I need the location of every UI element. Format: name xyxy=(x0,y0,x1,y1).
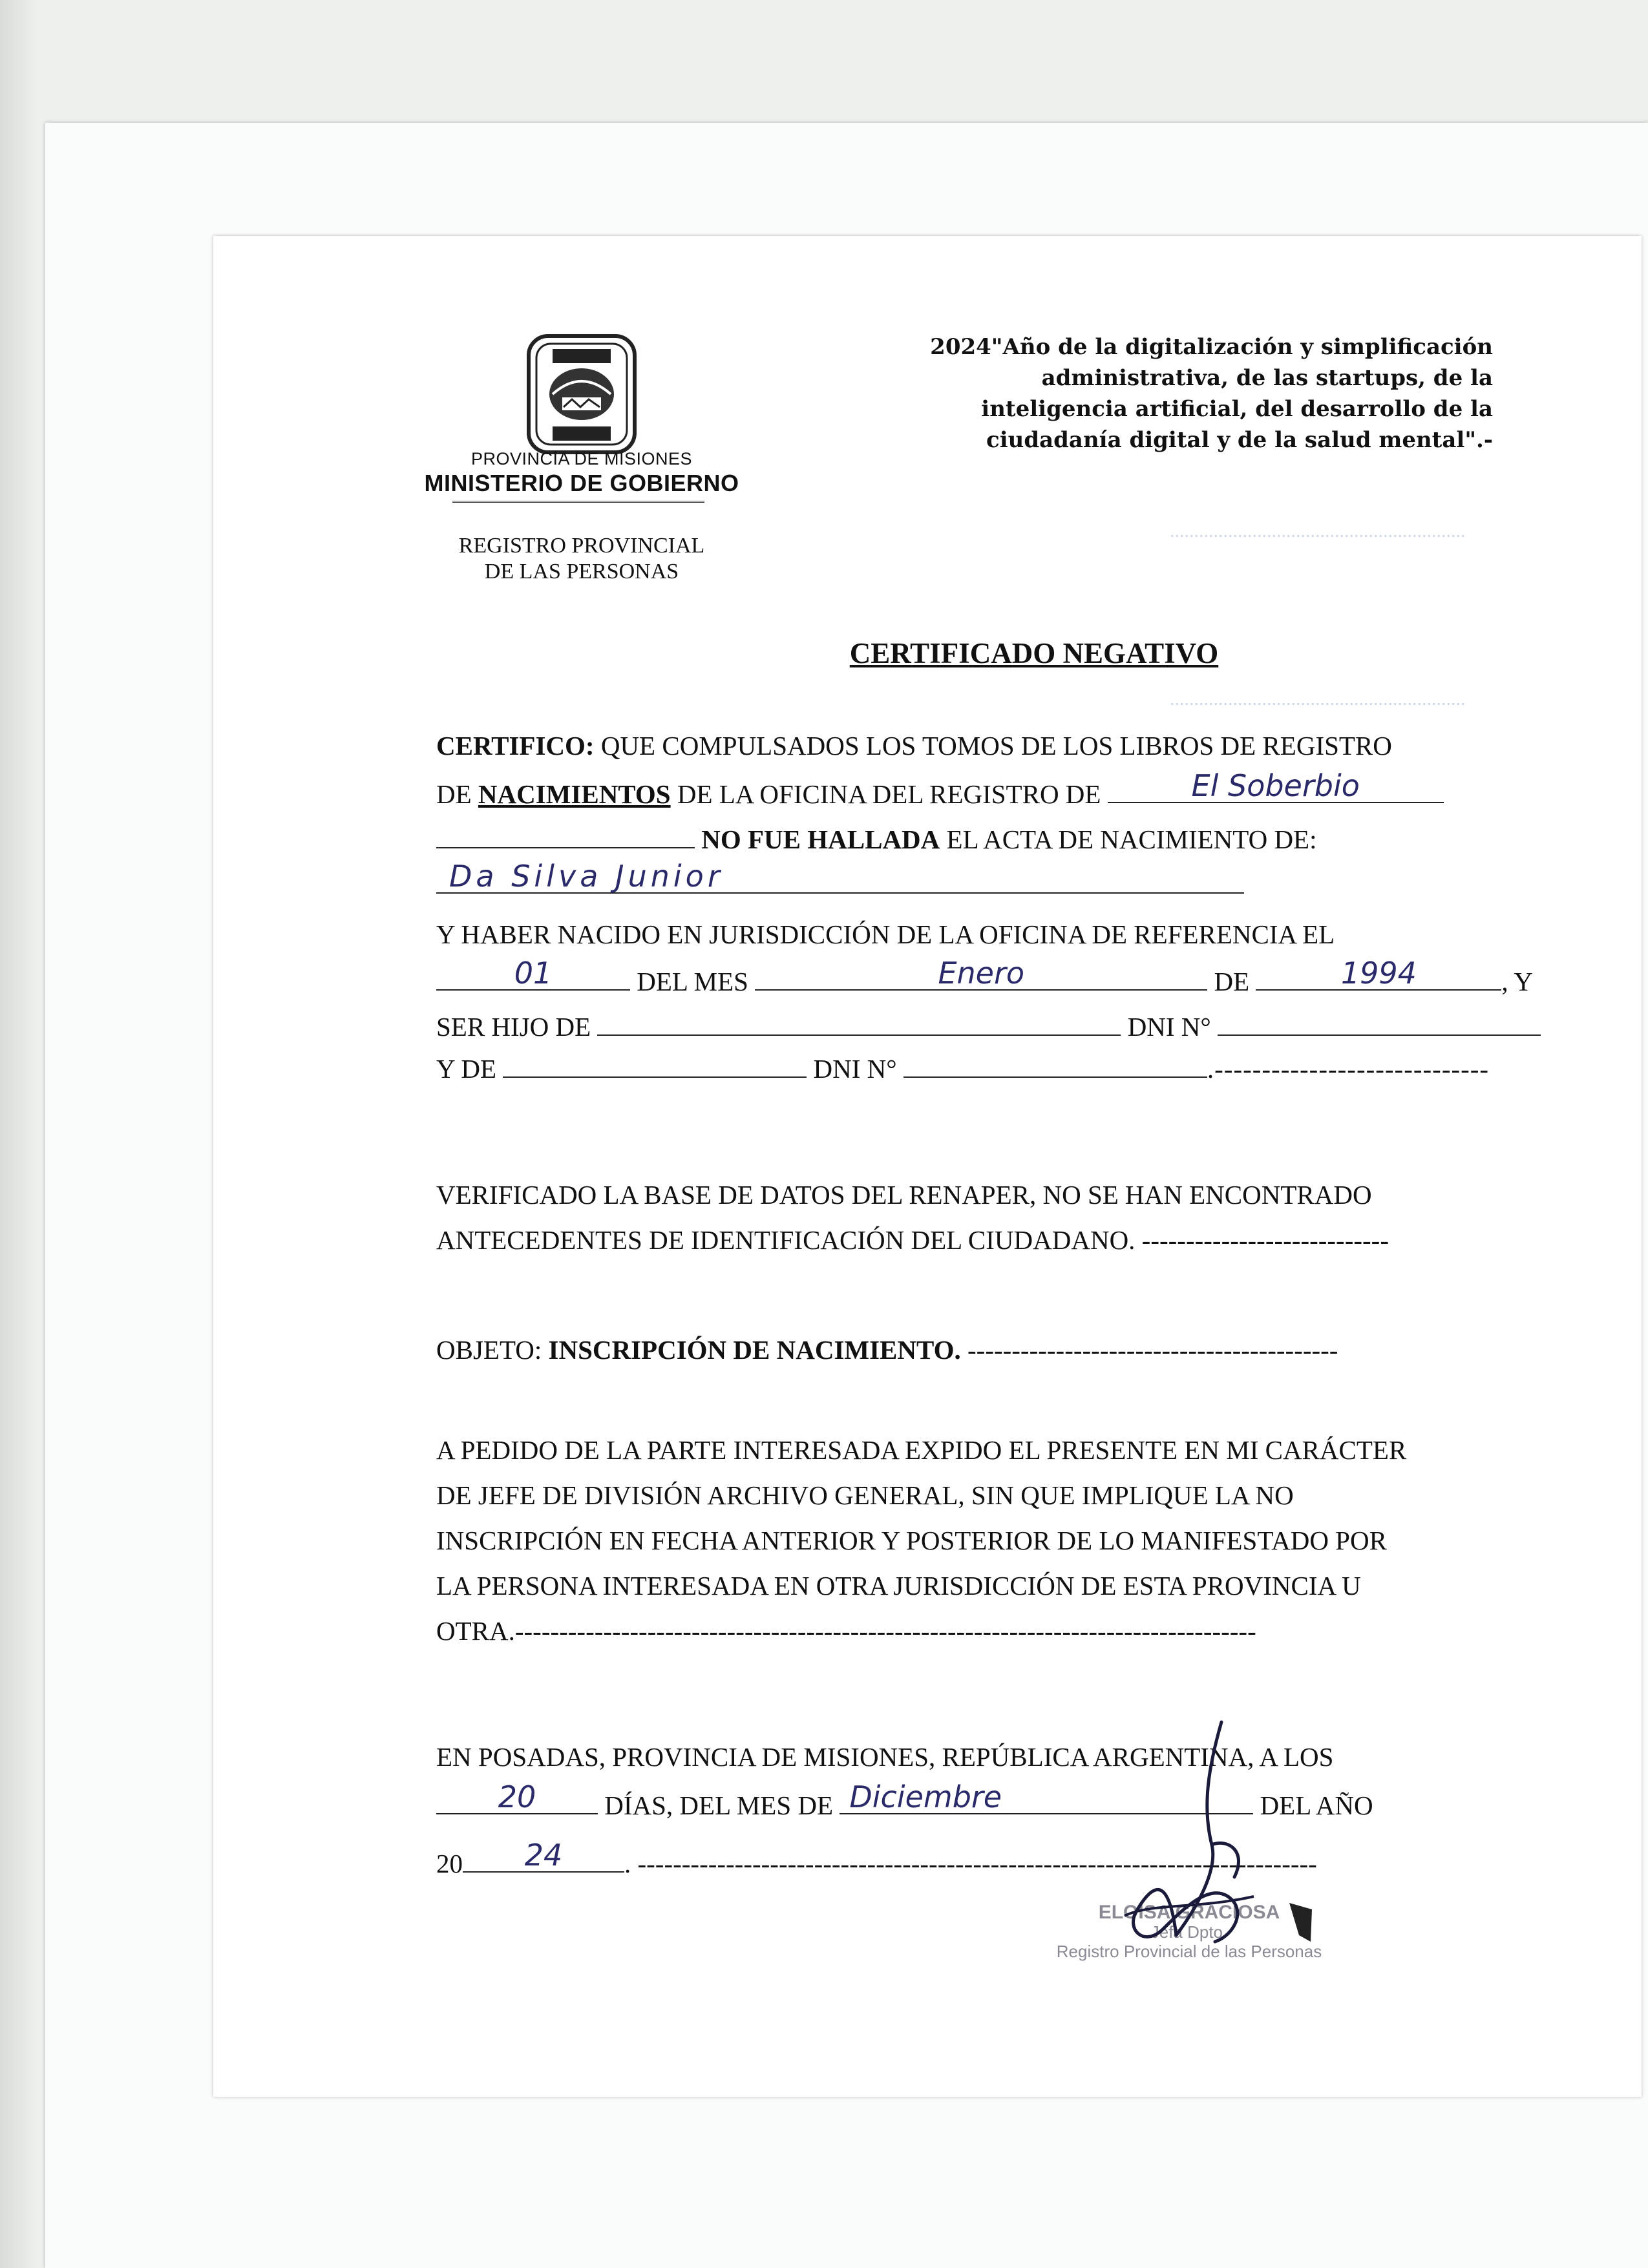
name-line xyxy=(436,859,1244,900)
posadas-line-1: EN POSADAS, PROVINCIA DE MISIONES, REPÚBLICA ARGENTINA, A LOS xyxy=(436,1742,1334,1772)
certificate-page xyxy=(213,236,1642,2097)
dni-padre-field[interactable] xyxy=(1218,1008,1541,1036)
signature xyxy=(1099,1716,1293,1961)
dni-madre-field[interactable] xyxy=(903,1050,1207,1078)
certifico-line: CERTIFICO: QUE COMPULSADOS LOS TOMOS DE LOS LIBROS DE REGISTRO xyxy=(436,731,1392,761)
ministry-underline xyxy=(452,501,704,503)
registry-office-line: DE NACIMIENTOS DE LA OFICINA DEL REGISTRO DE El Soberbio xyxy=(436,775,1444,810)
mes-field[interactable]: Enero xyxy=(755,963,1207,991)
dias-field[interactable]: 20 xyxy=(436,1787,598,1814)
father-line: SER HIJO DE DNI N° xyxy=(436,1008,1541,1042)
mother-line: Y DE DNI N° .----------------------------- xyxy=(436,1050,1489,1084)
year-motto: 2024"Año de la digitalización y simplificación administrativa, de las startups, de la inteligencia artificial, del desarrollo de la ciudadanía digital y de la salud mental".- xyxy=(930,334,1493,453)
pedido-line-5: OTRA.------------------------------------------------------------------------------------ xyxy=(436,1616,1256,1646)
renaper-line-2: ANTECEDENTES DE IDENTIFICACIÓN DEL CIUDADANO. ---------------------------- xyxy=(436,1225,1389,1255)
bleed-through-text: ............................................................. xyxy=(1170,520,1466,541)
madre-field[interactable] xyxy=(503,1050,807,1078)
stamp-mark xyxy=(1286,1900,1315,1945)
jurisdiction-line: Y HABER NACIDO EN JURISDICCIÓN DE LA OFICINA DE REFERENCIA EL xyxy=(436,919,1335,949)
pedido-line-2: DE JEFE DE DIVISIÓN ARCHIVO GENERAL, SIN QUE IMPLIQUE LA NO xyxy=(436,1480,1294,1510)
bleed-through-text: ............................................................. xyxy=(1170,688,1466,709)
blank-field xyxy=(436,821,695,848)
renaper-line-1: VERIFICADO LA BASE DE DATOS DEL RENAPER, NO SE HAN ENCONTRADO xyxy=(436,1180,1372,1210)
anio-field[interactable]: 1994 xyxy=(1256,963,1501,991)
province-seal-logo xyxy=(517,330,646,459)
scanner-edge xyxy=(0,0,39,2268)
oficina-field[interactable]: El Soberbio xyxy=(1108,775,1444,803)
dia-field[interactable]: 01 xyxy=(436,963,630,991)
birth-date-line: 01 DEL MES Enero DE 1994 , Y xyxy=(436,963,1533,997)
anio-expedicion-field[interactable]: 24 xyxy=(463,1845,624,1873)
mes-expedicion-field[interactable]: Diciembre xyxy=(840,1787,1253,1814)
pedido-line-4: LA PERSONA INTERESADA EN OTRA JURISDICCIÓN DE ESTA PROVINCIA U xyxy=(436,1571,1361,1601)
padre-field[interactable] xyxy=(597,1008,1121,1036)
official-stamp: ELOISA GRACIOSA Jefa Dpto. Registro Provincial de las Personas xyxy=(1056,1902,1322,1961)
pedido-line-1: A PEDIDO DE LA PARTE INTERESADA EXPIDO EL PRESENTE EN MI CARÁCTER xyxy=(436,1435,1407,1465)
document-title: CERTIFICADO NEGATIVO xyxy=(849,637,1219,669)
province-label: PROVINCIA DE MISIONES xyxy=(470,449,693,468)
posadas-line-2: 20 DÍAS, DEL MES DE Diciembre DEL AÑO xyxy=(436,1787,1373,1821)
pedido-line-3: INSCRIPCIÓN EN FECHA ANTERIOR Y POSTERIOR DE LO MANIFESTADO POR xyxy=(436,1526,1387,1555)
ministry-label: MINISTERIO DE GOBIERNO xyxy=(424,470,739,496)
nombre-field[interactable]: Da Silva Junior xyxy=(436,866,1244,894)
not-found-line: NO FUE HALLADA EL ACTA DE NACIMIENTO DE: xyxy=(436,821,1317,855)
objeto-line: OBJETO: INSCRIPCIÓN DE NACIMIENTO. ------------------------------------------ xyxy=(436,1335,1338,1365)
registry-label: REGISTRO PROVINCIAL DE LAS PERSONAS xyxy=(458,534,705,583)
posadas-line-3: 20 24 . ----------------------------------------------------------------------------- xyxy=(436,1838,1317,1878)
